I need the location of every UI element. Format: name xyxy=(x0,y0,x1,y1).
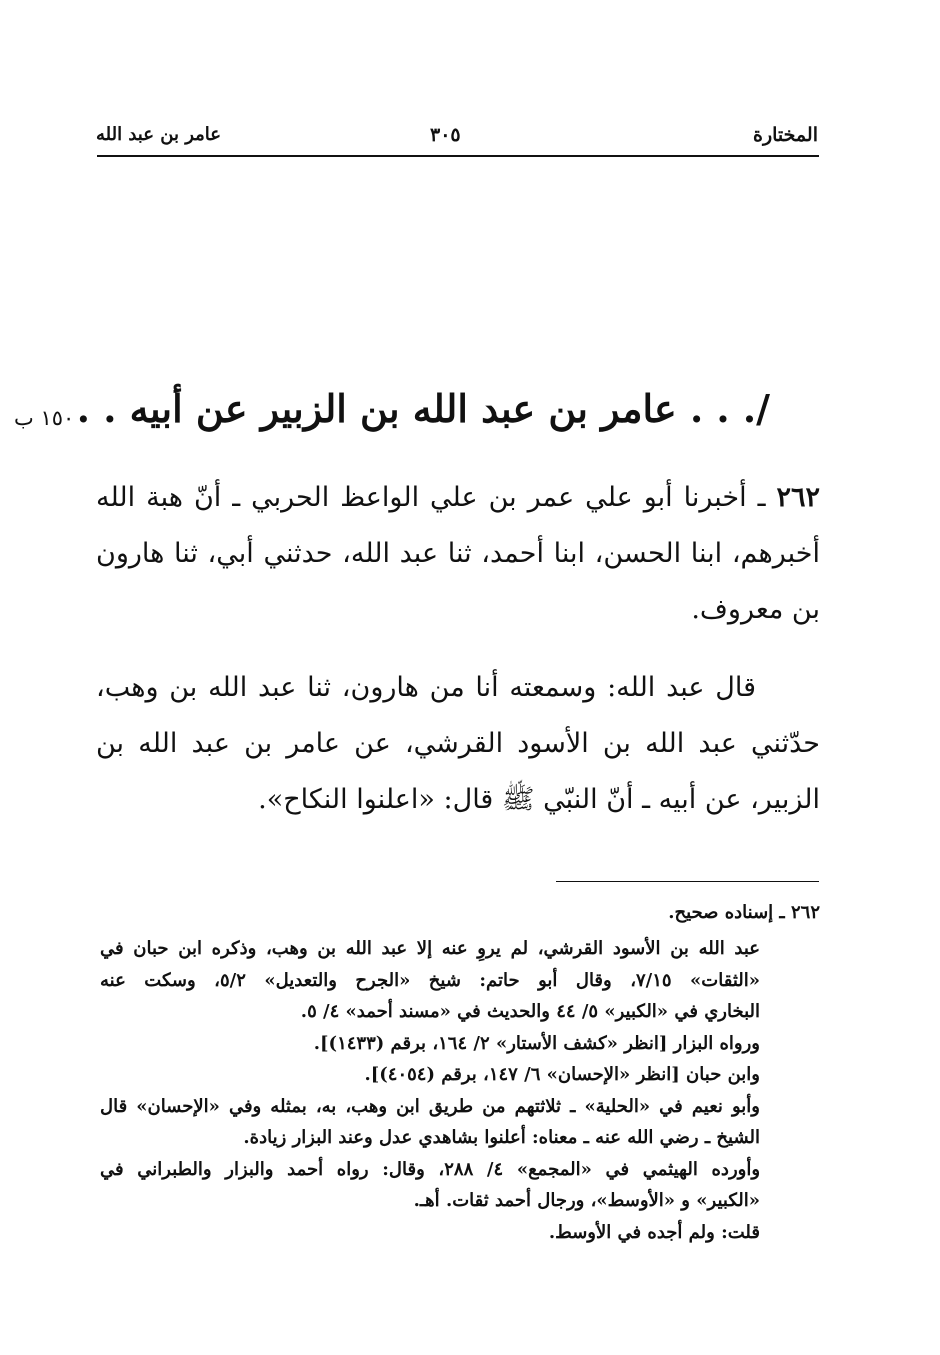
footnote-line: ورواه البزار [انظر «كشف الأستار» ٢/ ١٦٤، برقم (١٤٣٣)]. xyxy=(313,1032,760,1054)
footnote-heading: ٢٦٢ ـ إسناده صحيح. xyxy=(668,902,820,923)
footnote-line: وابن حبان [انظر «الإحسان» ٦/ ١٤٧، برقم (٤٠٥٤)]. xyxy=(364,1064,760,1085)
hadith-isnad-text: ـ أخبرنا أبو علي عمر بن علي الواعظ الحربي ـ أنّ هبة الله أخبرهم، ابنا الحسن، ابنا أحمد، ثنا عبد الله، حدثني أبي، ثنا هارون بن معروف. xyxy=(96,482,820,625)
footnote-line: «الكبير» و «الأوسط»، ورجال أحمد ثقات. أهـ. xyxy=(413,1190,760,1211)
footnote-line: وأبو نعيم في «الحلية» ـ ثلاثتهم من طريق ابن وهب، به، بمثله وفي «الإحسان» قال xyxy=(100,1095,760,1117)
footnote-line: البخاري في «الكبير» ٥/ ٤٤ والحديث في «مسند أحمد» ٤/ ٥. xyxy=(300,1001,760,1022)
manuscript-folio-note: ١٥٠ ب xyxy=(14,406,75,430)
footnote-body xyxy=(100,933,760,1248)
hadith-paragraph-2: قال عبد الله: وسمعته أنا من هارون، ثنا عبد الله بن وهب، حدّثني عبد الله بن الأسود القرشي، عن عامر بن عبد الله بن الزبير، عن أبيه ـ أنّ النبّي ﷺ قال: «اعلنوا النكاح». xyxy=(96,672,821,815)
page-number: ٣٠٥ xyxy=(430,124,461,146)
section-title: /. . . عامر بن عبد الله بن الزبير عن أبيه . . xyxy=(76,386,770,431)
header-rule xyxy=(97,155,819,157)
footnote-line: الشيخ ـ رضي الله عنه ـ معناه: أعلنوا بشاهدي عدل وعند البزار زيادة. xyxy=(243,1127,760,1148)
hadith-number: ٢٦٢ xyxy=(776,482,820,513)
footnote-line: «الثقات» ٧/١٥، وقال أبو حاتم: شيخ «الجرح والتعديل» ٥/٢، وسكت عنه xyxy=(100,969,761,991)
running-header-chapter: عامر بن عبد الله xyxy=(96,124,222,145)
running-header-book-title: المختارة xyxy=(753,124,818,146)
footnote-line: قلت: ولم أجده في الأوسط. xyxy=(548,1221,760,1243)
footnote-line: وأورده الهيثمي في «المجمع» ٤/ ٢٨٨، وقال: رواه أحمد والبزار والطبراني في xyxy=(100,1158,761,1180)
hadith-paragraph-1 xyxy=(96,470,820,638)
footnote-rule xyxy=(556,881,819,882)
footnote-line: عبد الله بن الأسود القرشي، لم يروِ عنه إلا عبد الله بن وهب، وذكره ابن حبان في xyxy=(100,938,760,959)
